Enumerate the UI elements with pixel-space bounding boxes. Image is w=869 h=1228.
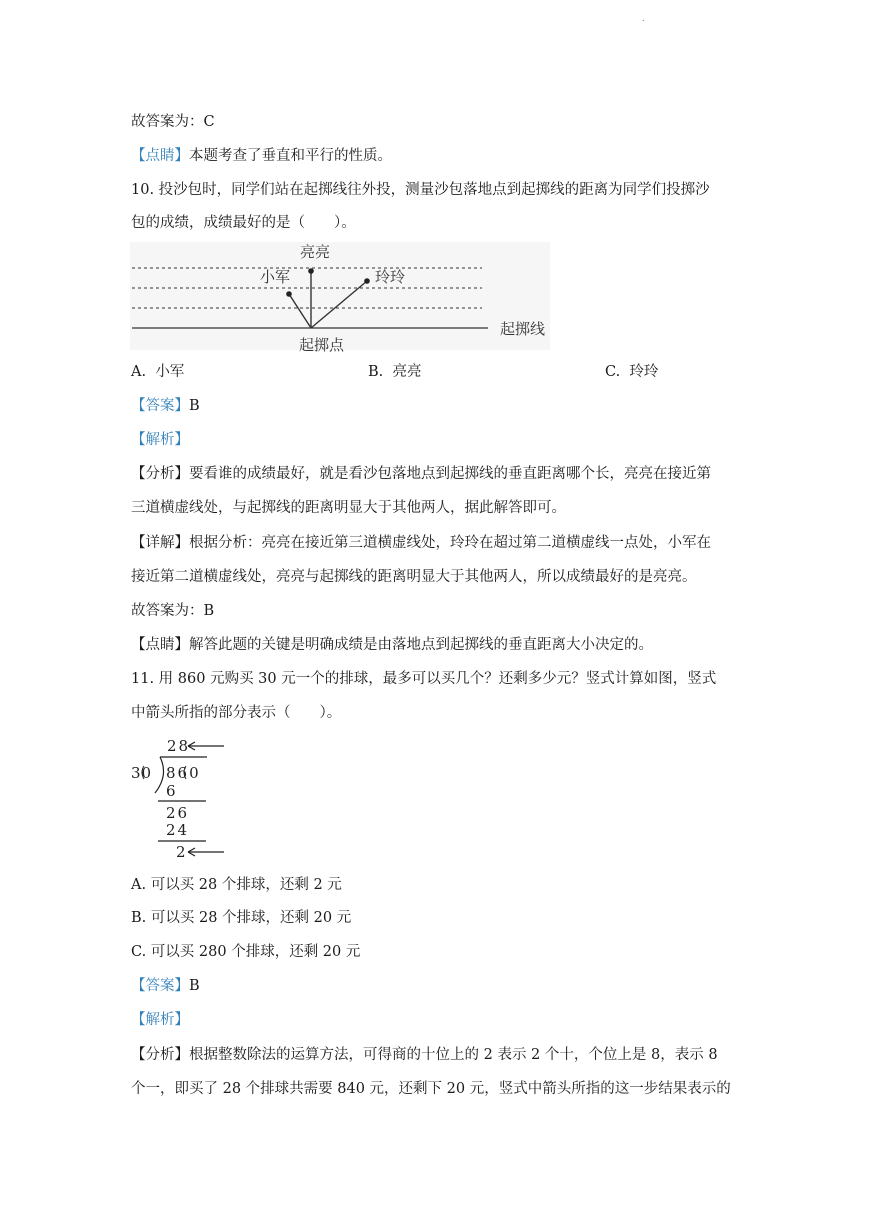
q10-fenxi-line2: 三道横虚线处，与起掷线的距离明显大于其他两人，据此解答即可。 (131, 500, 566, 516)
answer-tag: 【答案】 (131, 398, 189, 414)
q9-dianjing (131, 146, 392, 166)
q11-fenxi-line1: 【分析】根据整数除法的运算方法，可得商的十位上的 2 表示 2 个十，个位上是 8，表示 8 (131, 1047, 718, 1063)
fenxi-tag: 【分析】 (131, 466, 189, 482)
q11-fenxi-line2: 个一，即买了 28 个排球共需要 840 元，还剩下 20 元，竖式中箭头所指的这一步结果表示的 (131, 1081, 731, 1097)
q9-answer-line: 故答案为：C (131, 114, 215, 130)
quotient: 28 (167, 737, 191, 755)
long-division-figure (125, 733, 235, 863)
q10-xiangjie-line2: 接近第二道横虚线处，亮亮与起掷线的距离明显大于其他两人，所以成绩最好的是亮亮。 (131, 569, 697, 585)
q11-stem-line1: 11. 用 860 元购买 30 元一个的排球，最多可以买几个？还剩多少元？竖式计算如图，竖式 (131, 671, 717, 687)
label-xiaojun: 小军 (260, 268, 291, 286)
q10-answer (131, 396, 200, 416)
label-start-point: 起掷点 (299, 336, 345, 354)
dividend: 860 (166, 764, 201, 782)
step-remainder-1: 26 (166, 804, 190, 822)
label-lingling: 玲玲 (375, 268, 406, 286)
q11-jiexi-tag: 【解析】 (131, 1012, 189, 1028)
answer-tag: 【答案】 (131, 978, 189, 994)
fenxi-tag: 【分析】 (131, 1047, 189, 1063)
final-remainder: 2 (176, 843, 186, 861)
divisor: 30 (131, 764, 153, 782)
q11-answer (131, 976, 200, 996)
q10-fenxi-line1: 【分析】要看谁的成绩最好，就是看沙包落地点到起掷线的垂直距离哪个长，亮亮在接近第 (131, 466, 711, 482)
q10-option-b: B. 亮亮 (368, 364, 422, 380)
division-bracket (155, 757, 164, 793)
page-mark: . (642, 14, 645, 23)
q10-dianjing: 【点睛】解答此题的关键是明确成绩是由落地点到起掷线的垂直距离大小决定的。 (131, 637, 653, 653)
xiangjie-tag: 【详解】 (131, 535, 189, 551)
q11-option-a: A. 可以买 28 个排球，还剩 2 元 (131, 877, 342, 893)
answer-value: B (189, 978, 200, 994)
q11-option-c: C. 可以买 280 个排球，还剩 20 元 (131, 944, 361, 960)
throw-figure (120, 240, 560, 360)
lingling-point (364, 278, 370, 284)
liangliang-point (308, 268, 314, 274)
q11-option-b: B. 可以买 28 个排球，还剩 20 元 (131, 910, 352, 926)
figure-background (130, 242, 550, 350)
q10-option-c: C. 玲玲 (605, 364, 659, 380)
step-product-2: 24 (166, 821, 190, 839)
label-liangliang: 亮亮 (300, 243, 331, 261)
q11-stem-line2: 中箭头所指的部分表示（ ）。 (131, 705, 342, 721)
dianjing-tag: 【点睛】 (131, 148, 189, 164)
step-product-1: 6 (166, 782, 176, 800)
q10-jiexi-tag: 【解析】 (131, 432, 189, 448)
q10-stem-line2: 包的成绩，成绩最好的是（ ）。 (131, 215, 356, 231)
q10-answer-line: 故答案为：B (131, 603, 215, 619)
q10-xiangjie-line1: 【详解】根据分析：亮亮在接近第三道横虚线处，玲玲在超过第二道横虚线一点处，小军在 (131, 535, 711, 551)
q10-stem-line1: 10. 投沙包时，同学们站在起掷线往外投，测量沙包落地点到起掷线的距离为同学们投掷沙 (131, 182, 710, 198)
answer-value: B (189, 398, 200, 414)
q10-option-a: A. 小军 (131, 364, 185, 380)
dianjing-tag: 【点睛】 (131, 637, 189, 653)
xiaojun-point (286, 291, 292, 297)
label-start-line: 起掷线 (500, 320, 546, 338)
dianjing-text: 本题考查了垂直和平行的性质。 (189, 148, 392, 164)
